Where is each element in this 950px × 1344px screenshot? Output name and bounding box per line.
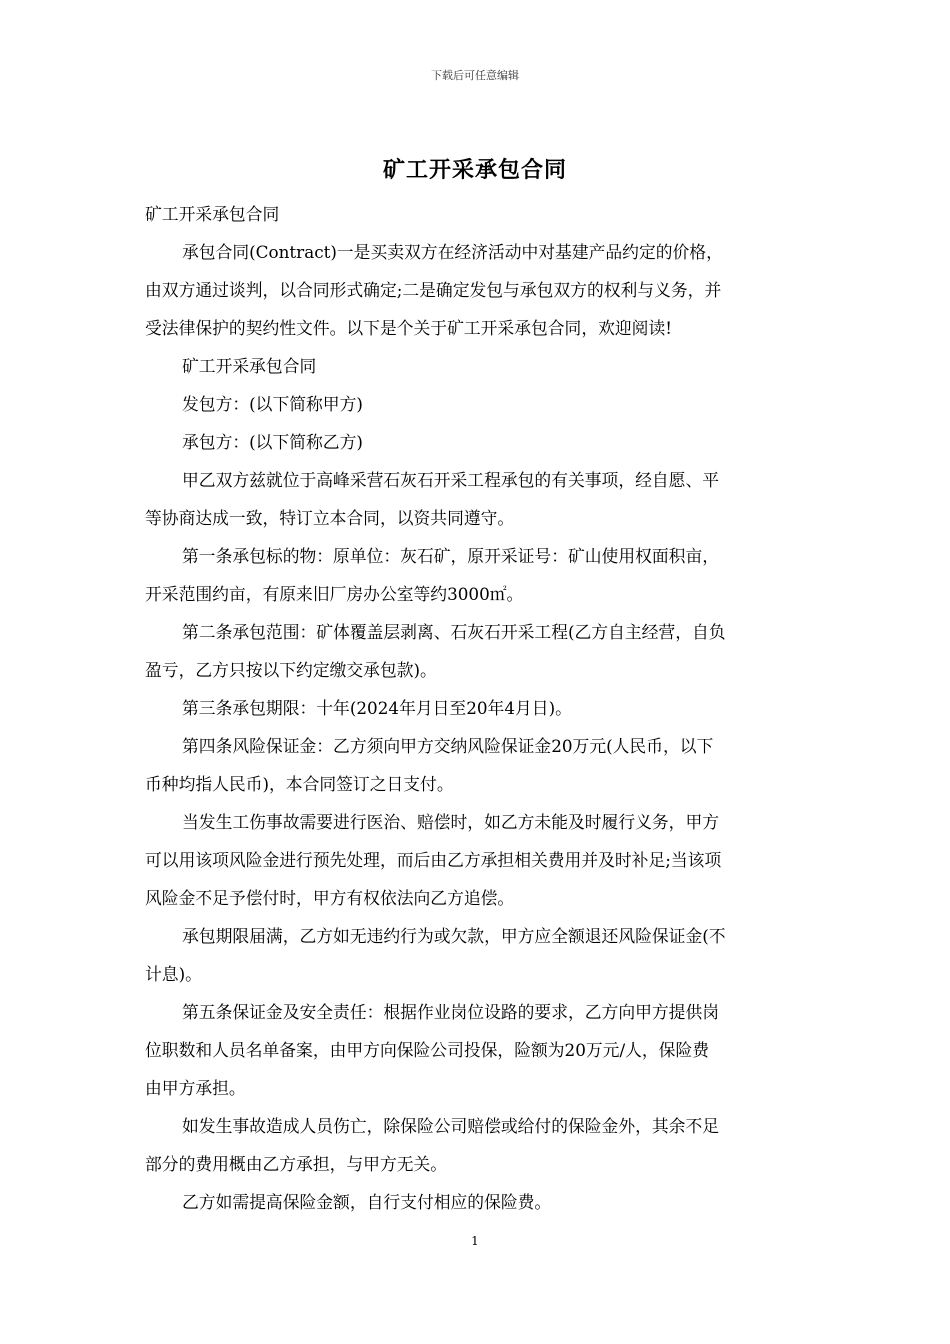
- body-line: 计息)。: [145, 964, 202, 984]
- body-line: 承包期限届满，乙方如无违约行为或欠款，甲方应全额退还风险保证金(不: [182, 926, 726, 946]
- body-line: 部分的费用概由乙方承担，与甲方无关。: [145, 1154, 448, 1174]
- document-body: [145, 199, 807, 1217]
- body-line: 甲乙双方兹就位于高峰采营石灰石开采工程承包的有关事项，经自愿、平: [182, 470, 720, 490]
- body-line: 第二条承包范围：矿体覆盖层剥离、石灰石开采工程(乙方自主经营，自负: [182, 622, 726, 642]
- body-line: 第四条风险保证金：乙方须向甲方交纳风险保证金20万元(人民币，以下: [182, 736, 714, 756]
- body-line: 矿工开采承包合同: [145, 204, 280, 224]
- body-line: 承包合同(Contract)一是买卖双方在经济活动中对基建产品约定的价格，: [182, 242, 723, 262]
- body-line: 风险金不足予偿付时，甲方有权依法向乙方追偿。: [145, 888, 515, 908]
- body-line: 盈亏，乙方只按以下约定缴交承包款)。: [145, 660, 437, 680]
- body-line: 承包方：(以下简称乙方): [182, 432, 363, 452]
- page-header-note: 下载后可任意编辑: [431, 69, 519, 82]
- body-line: 矿工开采承包合同: [182, 356, 317, 376]
- body-line: 由甲方承担。: [145, 1078, 246, 1098]
- body-line: 由双方通过谈判，以合同形式确定;二是确定发包与承包双方的权利与义务，并: [145, 280, 722, 300]
- body-line: 等协商达成一致，特订立本合同，以资共同遵守。: [145, 508, 515, 528]
- page-number: 1: [471, 1234, 479, 1248]
- body-line: 可以用该项风险金进行预先处理，而后由乙方承担相关费用并及时补足;当该项: [145, 850, 722, 870]
- body-line: 第三条承包期限：十年(2024年月日至20年4月日)。: [182, 698, 572, 718]
- document-title: 矿工开采承包合同: [382, 157, 567, 183]
- body-line: 第五条保证金及安全责任：根据作业岗位设路的要求，乙方向甲方提供岗: [182, 1002, 720, 1022]
- body-line: 乙方如需提高保险金额，自行支付相应的保险费。: [182, 1192, 552, 1212]
- body-line: 受法律保护的契约性文件。以下是个关于矿工开采承包合同，欢迎阅读!: [145, 318, 672, 338]
- body-line: 当发生工伤事故需要进行医治、赔偿时，如乙方未能及时履行义务，甲方: [182, 812, 720, 832]
- body-line: 开采范围约亩，有原来旧厂房办公室等约3000㎡。: [145, 584, 524, 604]
- body-line: 第一条承包标的物：原单位：灰石矿，原开采证号：矿山使用权面积亩，: [182, 546, 720, 566]
- body-line: 币种均指人民币)，本合同签订之日支付。: [145, 774, 454, 794]
- body-line: 如发生事故造成人员伤亡，除保险公司赔偿或给付的保险金外，其余不足: [182, 1116, 720, 1136]
- body-line: 发包方：(以下简称甲方): [182, 394, 363, 414]
- body-line: 位职数和人员名单备案，由甲方向保险公司投保，险额为20万元/人，保险费: [145, 1040, 710, 1060]
